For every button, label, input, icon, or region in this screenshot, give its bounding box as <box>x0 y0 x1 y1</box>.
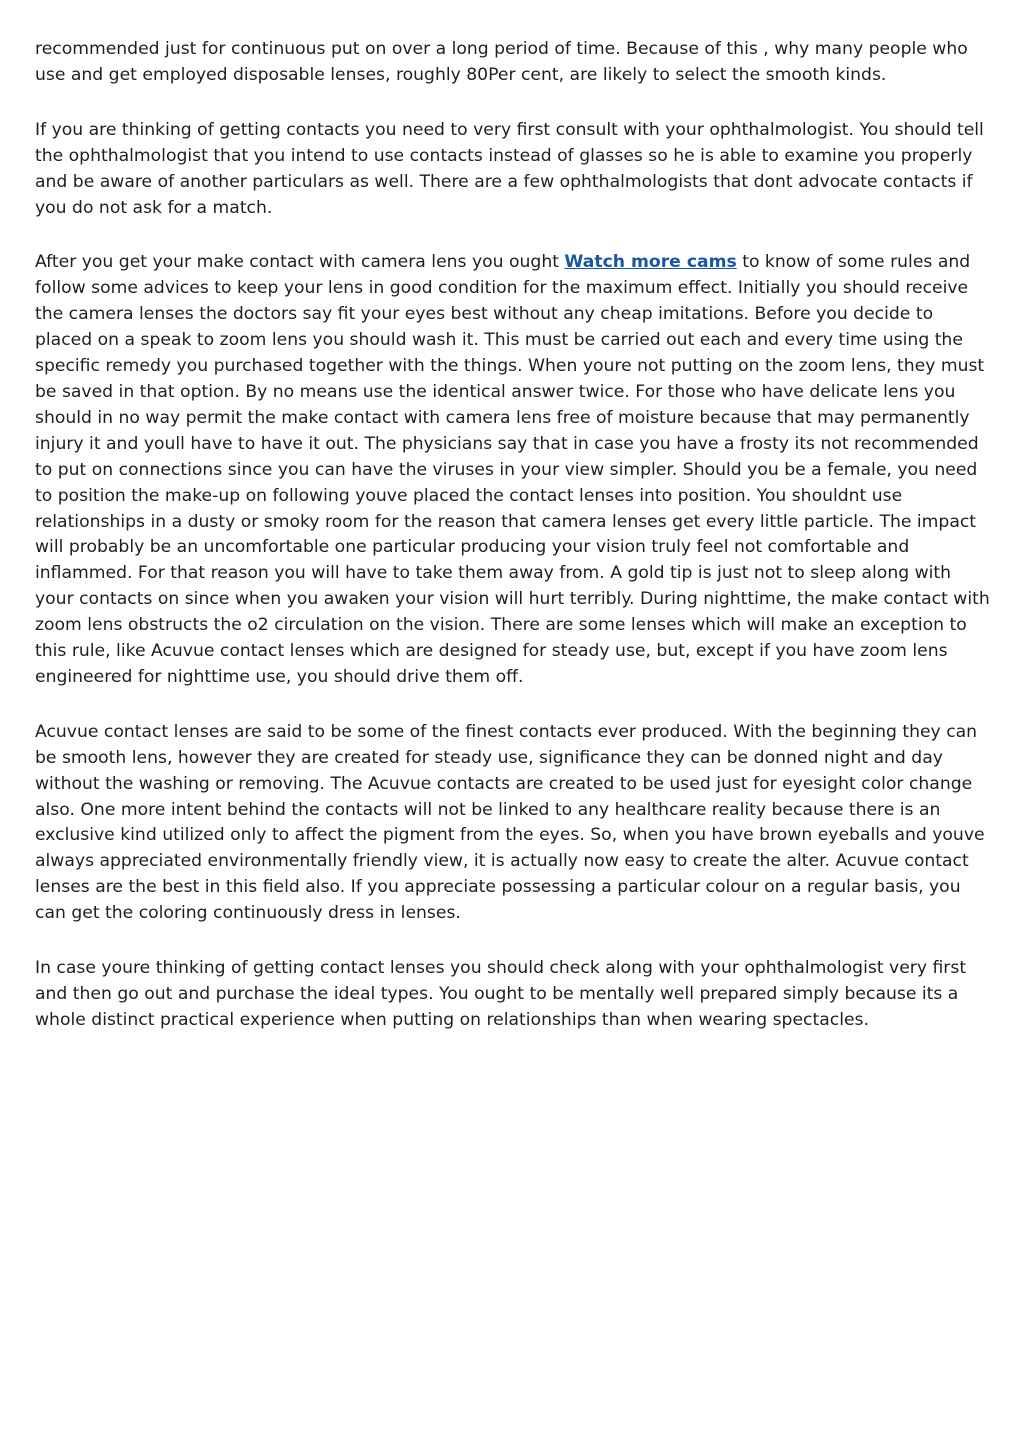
paragraph-2: If you are thinking of getting contacts you need to very first consult with your ophthalmologist. You should tell the ophthalmologist that you intend to use contacts instead of glasses so he is able to examine you properly and be aware of another particulars as well. There are a few ophthalmologists that dont advocate contacts if you do not ask for a match. <box>35 119 984 218</box>
paragraph-3-body-text: to know of some rules and follow some advices to keep your lens in good condition for the maximum effect. Initially you should receive the camera lenses the doctors say fit your eyes best without any cheap imitations. Before you decide to placed on a speak to zoom lens you should wash it. This must be carried out each and every time using the specific remedy you purchased together with the things. When youre not putting on the zoom lens, they must be saved in that option. By no means use the identical answer twice. For those who have delicate lens you should in no way permit the make contact with camera lens free of moisture because that may permanently injury it and youll have to have it out. The physicians say that in case you have a frosty its not recommended to put on connections since you can have the viruses in your view simpler. Should you be a female, you need to position the make-up on following youve placed the contact lenses into position. You shouldnt use relationships in a dusty or smoky room for the reason that camera lenses get every little particle. The impact will probably be an uncomfortable one particular producing your vision truly feel not comfortable and inflammed. For that reason you will have to take them away from. A gold tip is just not to sleep along with your contacts on since when you awaken your vision will hurt terribly. During nighttime, the make contact with zoom lens obstructs the o2 circulation on the vision. There are some lenses which will make an exception to this rule, like Acuvue contact lenses which are designed for steady use, but, except if you have zoom lens engineered for nighttime use, you should drive them off. <box>35 252 990 687</box>
paragraph-4: Acuvue contact lenses are said to be some of the finest contacts ever produced. With the beginning they can be smooth lens, however they are created for steady use, significance they can be donned night and day without the washing or removing. The Acuvue contacts are created to be used just for eyesight color change also. One more intent behind the contacts will not be linked to any healthcare reality because there is an exclusive kind utilized only to affect the pigment from the eyes. So, when you have brown eyeballs and youve always appreciated environmentally friendly view, it is actually now easy to create the alter. Acuvue contact lenses are the best in this field also. If you appreciate possessing a particular colour on a regular basis, you can get the coloring continuously dress in lenses. <box>35 721 985 924</box>
paragraph-3 <box>35 250 995 690</box>
watch-more-cams-link[interactable]: Watch more cams <box>564 252 737 273</box>
paragraph-3-lead-text: After you get your make contact with camera lens you ought <box>35 252 565 273</box>
paragraph-5: In case youre thinking of getting contact lenses you should check along with your ophthalmologist very first and then go out and purchase the ideal types. You ought to be mentally well prepared simply because its a whole distinct practical experience when putting on relationships than when wearing spectacles. <box>35 958 967 1030</box>
paragraph-1: recommended just for continuous put on over a long period of time. Because of this , why many people who use and get employed disposable lenses, roughly 80Per cent, are likely to select the smooth kinds. <box>35 39 968 85</box>
document-page <box>35 37 995 1063</box>
